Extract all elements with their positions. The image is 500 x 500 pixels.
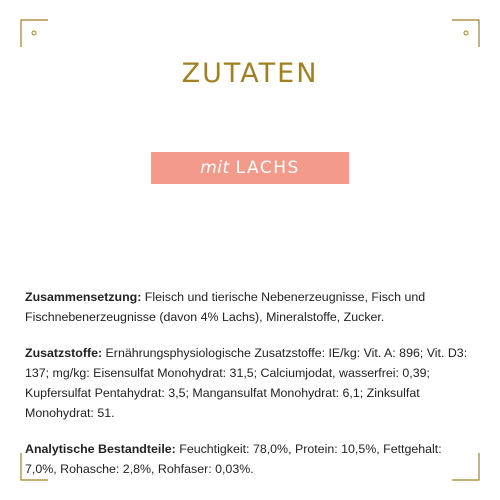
analytical-label: Analytische Bestandteile:: [25, 442, 180, 456]
additives-paragraph: [25, 343, 475, 423]
flavor-badge: [151, 152, 349, 184]
analytical-text: Feuchtigkeit: 78,0%, Protein: 10,5%, Fettgehalt: 7,0%, Rohasche: 2,8%, Rohfaser: 0,03%.: [25, 442, 442, 476]
additives-text: Ernährungsphysiologische Zusatzstoffe: IE/kg: Vit. A: 896; Vit. D3: 137; mg/kg: Eisensulfat Monohydrat: 31,5; Calciumjodat, wasserfrei: 0,39; Kupfersulfat Pentahydrat: 3,5; Mangansulfat Monohydrat: 6,1; Zinksulfat Monohydrat: 51.: [25, 346, 468, 420]
corner-ornament-top-right: [450, 19, 480, 49]
flavor-name: LACHS: [235, 158, 300, 178]
composition-paragraph: [25, 287, 475, 327]
composition-text: Fleisch und tierische Nebenerzeugnisse, Fisch und Fischnebenerzeugnisse (davon 4% Lachs), Mineralstoffe, Zucker.: [25, 290, 426, 324]
analytical-paragraph: [25, 439, 475, 479]
additives-label: Zusatzstoffe:: [25, 346, 106, 360]
composition-label: Zusammensetzung:: [25, 290, 145, 304]
flavor-prefix: mit: [200, 158, 230, 178]
corner-ornament-top-left: [20, 19, 50, 49]
ingredients-text: [25, 287, 475, 495]
page-title: ZUTATEN: [181, 58, 319, 89]
